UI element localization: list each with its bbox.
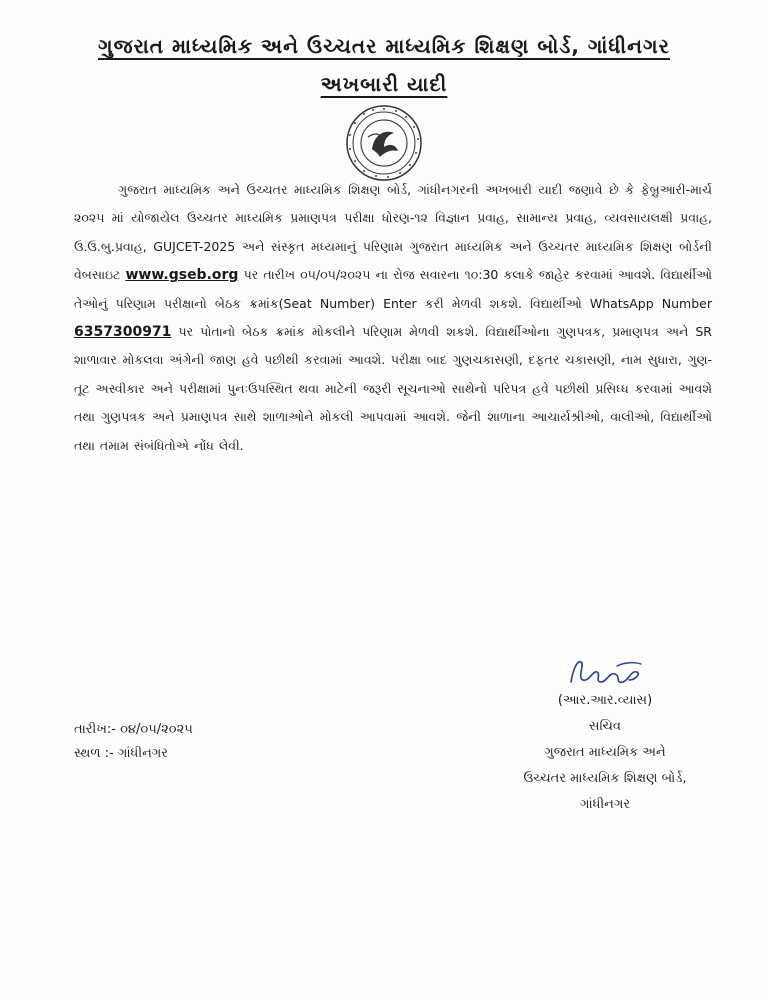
- page-subtitle: અખબારી યાદી: [320, 72, 448, 96]
- website-link[interactable]: www.gseb.org: [125, 267, 239, 284]
- whatsapp-number: 6357300971: [74, 324, 172, 341]
- signatory-org-line-2: ઉચ્ચતર માધ્યમિક શિક્ષણ બોર્ડ,: [523, 771, 687, 786]
- date-place-block: [74, 718, 193, 766]
- release-place: સ્થળ :- ગાંધીનગર: [74, 746, 168, 761]
- press-release-body: [74, 176, 712, 460]
- signatory-org-line-1: ગુજરાત માધ્યમિક અને: [544, 745, 666, 760]
- body-text-part-3: પર પોતાનો બેઠક ક્રમાંક મોકલીને પરિણામ મેળવી શકશે. વિદ્યાર્થીઓના ગુણપત્રક, પ્રમાણપત્ર અને SR શાળાવાર મોકલવા અંગેની જાણ હવે પછીથી કરવામાં આવશે. પરીક્ષા બાદ ગુણચકાસણી, દફતર ચકાસણી, નામ સુધારા, ગુણ-તૂટ અસ્વીકાર અને પરીક્ષામાં પુનઃઉપસ્થિત થવા માટેની જરૂરી સૂચનાઓ સાથેનો પરિપત્ર હવે પછીથી પ્રસિધ્ધ કરવામાં આવશે તથા ગુણપત્રક અને પ્રમાણપત્ર સાથે શાળાઓને મોકલી આપવામાં આવશે. જેની શાળાના આચાર્યશ્રીઓ, વાલીઓ, વિદ્યાર્થીઓ તથા તમામ સંબંધિતોએ નોંધ લેવી.: [74, 324, 712, 453]
- board-seal-icon: [344, 103, 424, 183]
- release-date: તારીખ:- ૦૪/૦૫/૨૦૨૫: [74, 722, 193, 737]
- body-text-part-1: ગુજરાત માધ્યમિક અને ઉચ્ચતર માધ્યમિક શિક્ષણ બોર્ડ, ગાંધીનગરની અખબારી યાદી જણાવે છે કે ફેબ્રુઆરી-માર્ચ ૨૦૨૫ માં યોજાયેલ ઉચ્ચતર માધ્યમિક પ્રમાણપત્ર પરીક્ષા ધોરણ-૧૨ વિજ્ઞાન પ્રવાહ, સામાન્ય પ્રવાહ, વ્યવસાયલક્ષી પ્રવાહ, ઉ.ઉ.બુ.પ્રવાહ, GUJCET-2025 અને સંસ્કૃત મધ્યમાનું પરિણામ ગુજરાત માધ્યમિક અને ઉચ્ચતર માધ્યમિક શિક્ષણ બોર્ડની વેબસાઇટ: [74, 182, 712, 283]
- signatory-block: [500, 688, 710, 818]
- signatory-designation: સચિવ: [589, 719, 621, 734]
- signature-icon: [565, 652, 645, 692]
- signatory-org-line-3: ગાંધીનગર: [579, 797, 631, 812]
- signatory-name: (આર.આર.વ્યાસ): [557, 693, 653, 708]
- body-text-part-2: પર તારીખ ૦૫/૦૫/૨૦૨૫ ના રોજ સવારના ૧૦:30 કલાકે જાહેર કરવામાં આવશે. વિદ્યાર્થીઓ તેઓનું પરિણામ પરીક્ષાનો બેઠક ક્રમાંક(Seat Number) Enter કરી મેળવી શકશે. વિદ્યાર્થીઓ WhatsApp Number: [74, 267, 712, 311]
- page-title: ગુજરાત માધ્યમિક અને ઉચ્ચતર માધ્યમિક શિક્ષણ બોર્ડ, ગાંધીનગર: [98, 34, 670, 58]
